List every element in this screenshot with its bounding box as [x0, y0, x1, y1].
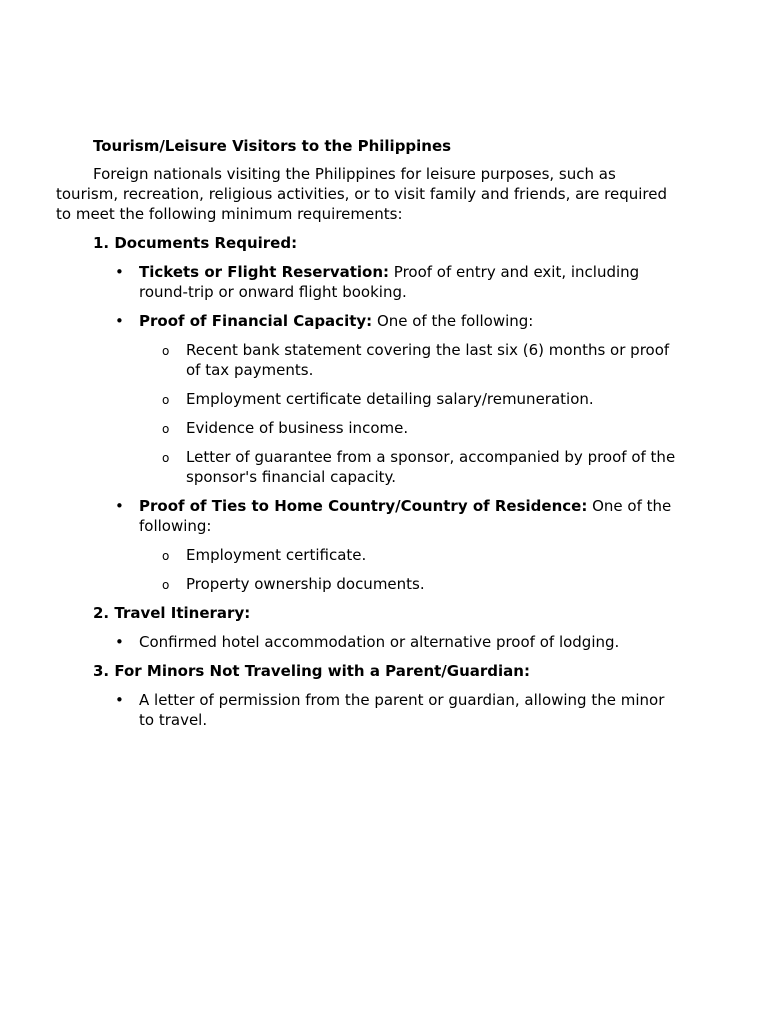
intro-paragraph: Foreign nationals visiting the Philippines for leisure purposes, such as tourism, recreation, religious activities, or to visit family and friends, are required to meet the following minimum requirements: — [56, 165, 667, 223]
item-label: Tickets or Flight Reservation: — [139, 263, 390, 281]
item-text: Confirmed hotel accommodation or alternative proof of lodging. — [139, 633, 620, 651]
sub-bullet-icon: o — [162, 578, 170, 592]
bullet-icon: • — [115, 691, 124, 709]
document-title: Tourism/Leisure Visitors to the Philippines — [93, 137, 452, 155]
sublist-text: Employment certificate detailing salary/remuneration. — [186, 390, 594, 408]
minors-list — [56, 690, 676, 730]
sublist-item — [162, 574, 676, 594]
item-label: Proof of Financial Capacity: — [139, 312, 373, 330]
bullet-icon: • — [115, 633, 124, 651]
sublist-item — [162, 545, 676, 565]
sublist-text: Property ownership documents. — [186, 575, 425, 593]
sub-bullet-icon: o — [162, 393, 170, 407]
documents-list — [56, 262, 676, 594]
sublist-item — [162, 389, 676, 409]
document-content — [56, 136, 676, 730]
list-item-hotel — [115, 632, 676, 652]
sublist-text: Letter of guarantee from a sponsor, accompanied by proof of the sponsor's financial capacity. — [186, 448, 676, 486]
sublist-text: Evidence of business income. — [186, 419, 409, 437]
item-label: Proof of Ties to Home Country/Country of Residence: — [139, 497, 588, 515]
section-heading-minors: 3. For Minors Not Traveling with a Parent/Guardian: — [93, 662, 530, 680]
list-item-permission-letter — [115, 690, 676, 730]
sublist-text: Recent bank statement covering the last six (6) months or proof of tax payments. — [186, 341, 670, 379]
item-text: One of the following: — [139, 497, 672, 535]
bullet-icon: • — [115, 497, 124, 515]
sublist-item — [162, 418, 676, 438]
sublist-item — [162, 447, 676, 487]
sub-bullet-icon: o — [162, 549, 170, 563]
financial-sublist — [139, 340, 676, 487]
bullet-icon: • — [115, 263, 124, 281]
sub-bullet-icon: o — [162, 422, 170, 436]
list-item-financial-capacity — [115, 311, 676, 487]
list-item-ties-home-country — [115, 496, 676, 594]
sub-bullet-icon: o — [162, 344, 170, 358]
bullet-icon: • — [115, 312, 124, 330]
ties-sublist — [139, 545, 676, 594]
section-heading-documents: 1. Documents Required: — [93, 234, 298, 252]
item-text: Proof of entry and exit, including round-trip or onward flight booking. — [139, 263, 640, 301]
sublist-item — [162, 340, 676, 380]
itinerary-list — [56, 632, 676, 652]
item-text: A letter of permission from the parent or guardian, allowing the minor to travel. — [139, 691, 665, 729]
sublist-text: Employment certificate. — [186, 546, 367, 564]
list-item-tickets — [115, 262, 676, 302]
sub-bullet-icon: o — [162, 451, 170, 465]
item-text: One of the following: — [372, 312, 534, 330]
section-heading-itinerary: 2. Travel Itinerary: — [93, 604, 251, 622]
